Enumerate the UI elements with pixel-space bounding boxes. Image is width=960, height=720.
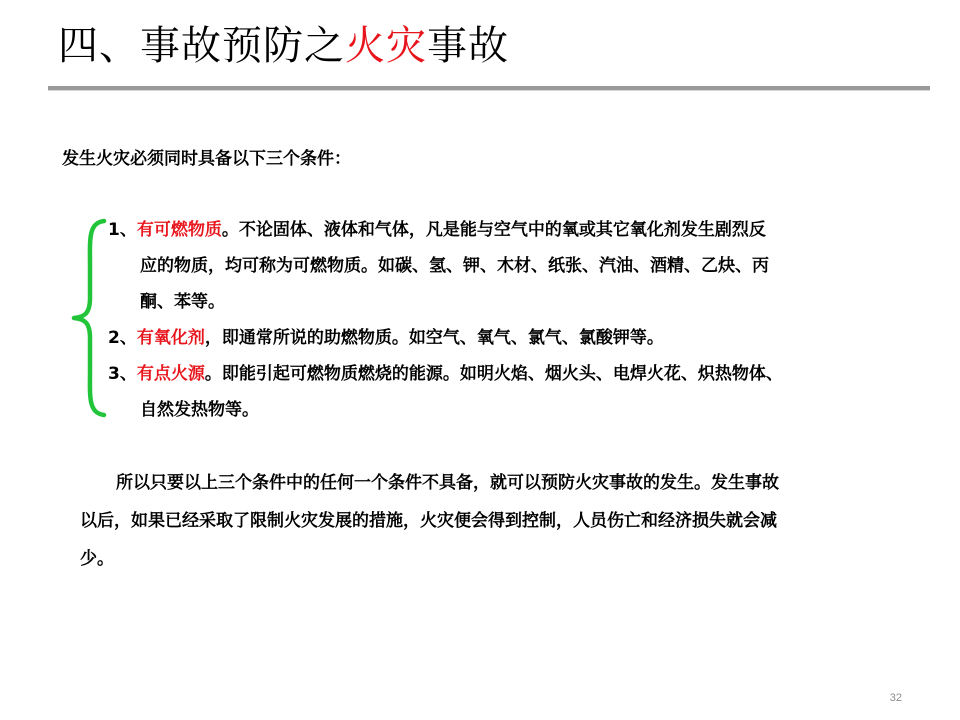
condition-item-3 — [108, 356, 908, 428]
condition-item-1 — [108, 212, 908, 320]
condition-number: 3、 — [108, 364, 137, 384]
condition-line — [108, 212, 908, 248]
summary-paragraph — [80, 464, 910, 578]
title-highlight: 火灾 — [345, 23, 427, 69]
summary-line: 以后，如果已经采取了限制火灾发展的措施，火灾便会得到控制，人员伤亡和经济损失就会减 — [80, 511, 777, 531]
condition-keyword: 有可燃物质 — [136, 220, 222, 240]
condition-text: 。不论固体、液体和气体，凡是能与空气中的氧或其它氧化剂发生剧烈反 — [221, 220, 766, 240]
slide-title — [58, 18, 509, 74]
condition-keyword: 有点火源 — [136, 364, 205, 384]
condition-line — [108, 356, 908, 392]
condition-text: ，即通常所说的助燃物质。如空气、氧气、氯气、氯酸钾等。 — [204, 328, 664, 348]
summary-line: 少。 — [80, 549, 114, 569]
condition-number: 2、 — [108, 328, 137, 348]
conditions-list — [108, 212, 908, 428]
title-underline — [48, 86, 930, 91]
condition-line: 自然发热物等。 — [140, 400, 259, 420]
condition-item-2 — [108, 320, 908, 356]
title-suffix: 事故 — [427, 23, 509, 69]
curly-brace-icon — [70, 218, 108, 418]
condition-line — [108, 320, 908, 356]
title-prefix: 四、事故预防之 — [58, 23, 345, 69]
page-number: 32 — [889, 692, 902, 704]
condition-number: 1、 — [108, 220, 137, 240]
condition-text: 。即能引起可燃物质燃烧的能源。如明火焰、烟火头、电焊火花、炽热物体、 — [204, 364, 783, 384]
intro-text: 发生火灾必须同时具备以下三个条件： — [62, 149, 351, 169]
condition-line: 应的物质，均可称为可燃物质。如碳、氢、钾、木材、纸张、汽油、酒精、乙炔、丙 — [140, 256, 769, 276]
summary-line: 所以只要以上三个条件中的任何一个条件不具备，就可以预防火灾事故的发生。发生事故 — [116, 473, 779, 493]
condition-line: 酮、苯等。 — [140, 292, 225, 312]
condition-keyword: 有氧化剂 — [136, 328, 205, 348]
